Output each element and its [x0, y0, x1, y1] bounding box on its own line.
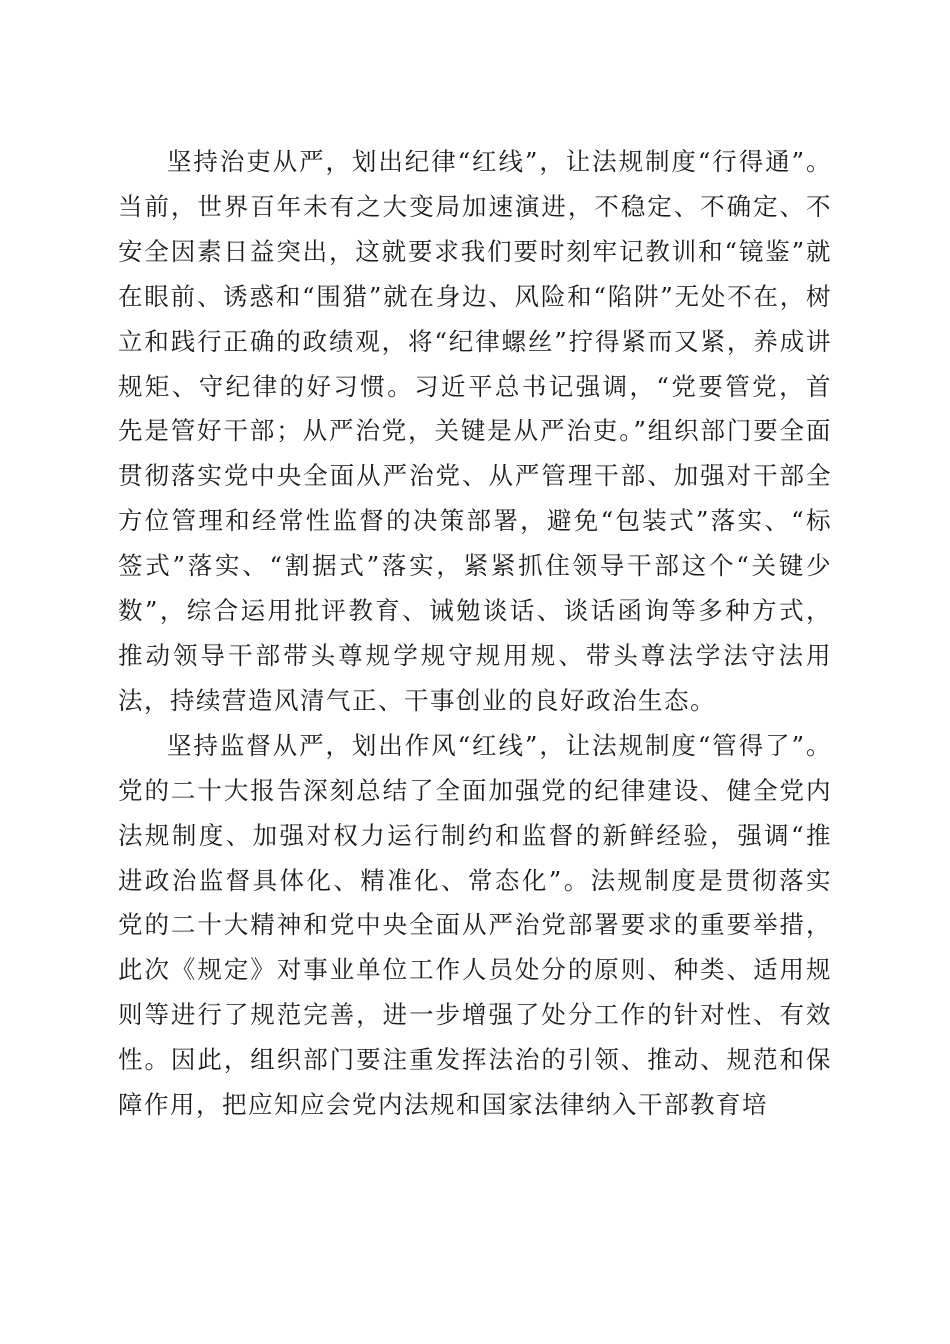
- paragraph-discipline: 坚持治吏从严，划出纪律“红线”，让法规制度“行得通”。当前，世界百年未有之大变局加速演进，不稳定、不确定、不安全因素日益突出，这就要求我们要时刻牢记教训和“镜鉴”就在眼前、诱惑和“围猎”就在身边、风险和“陷阱”无处不在，树立和践行正确的政绩观，将“纪律螺丝”拧得紧而又紧，养成讲规矩、守纪律的好习惯。习近平总书记强调，“党要管党，首先是管好干部；从严治党，关键是从严治吏。”组织部门要全面贯彻落实党中央全面从严治党、从严管理干部、加强对干部全方位管理和经常性监督的决策部署，避免“包装式”落实、“标签式”落实、“割据式”落实，紧紧抓住领导干部这个“关键少数”，综合运用批评教育、诫勉谈话、谈话函询等多种方式，推动领导干部带头尊规学规守规用规、带头尊法学法守法用法，持续营造风清气正、干事创业的良好政治生态。: [118, 147, 832, 715]
- body-text: [118, 140, 832, 1128]
- paragraph-supervision: 坚持监督从严，划出作风“红线”，让法规制度“管得了”。党的二十大报告深刻总结了全面加强党的纪律建设、健全党内法规制度、加强对权力运行制约和监督的新鲜经验，强调“推进政治监督具体化、精准化、常态化”。法规制度是贯彻落实党的二十大精神和党中央全面从严治党部署要求的重要举措，此次《规定》对事业单位工作人员处分的原则、种类、适用规则等进行了规范完善，进一步增强了处分工作的针对性、有效性。因此，组织部门要注重发挥法治的引领、推动、规范和保障作用，把应知应会党内法规和国家法律纳入干部教育培: [118, 730, 832, 1120]
